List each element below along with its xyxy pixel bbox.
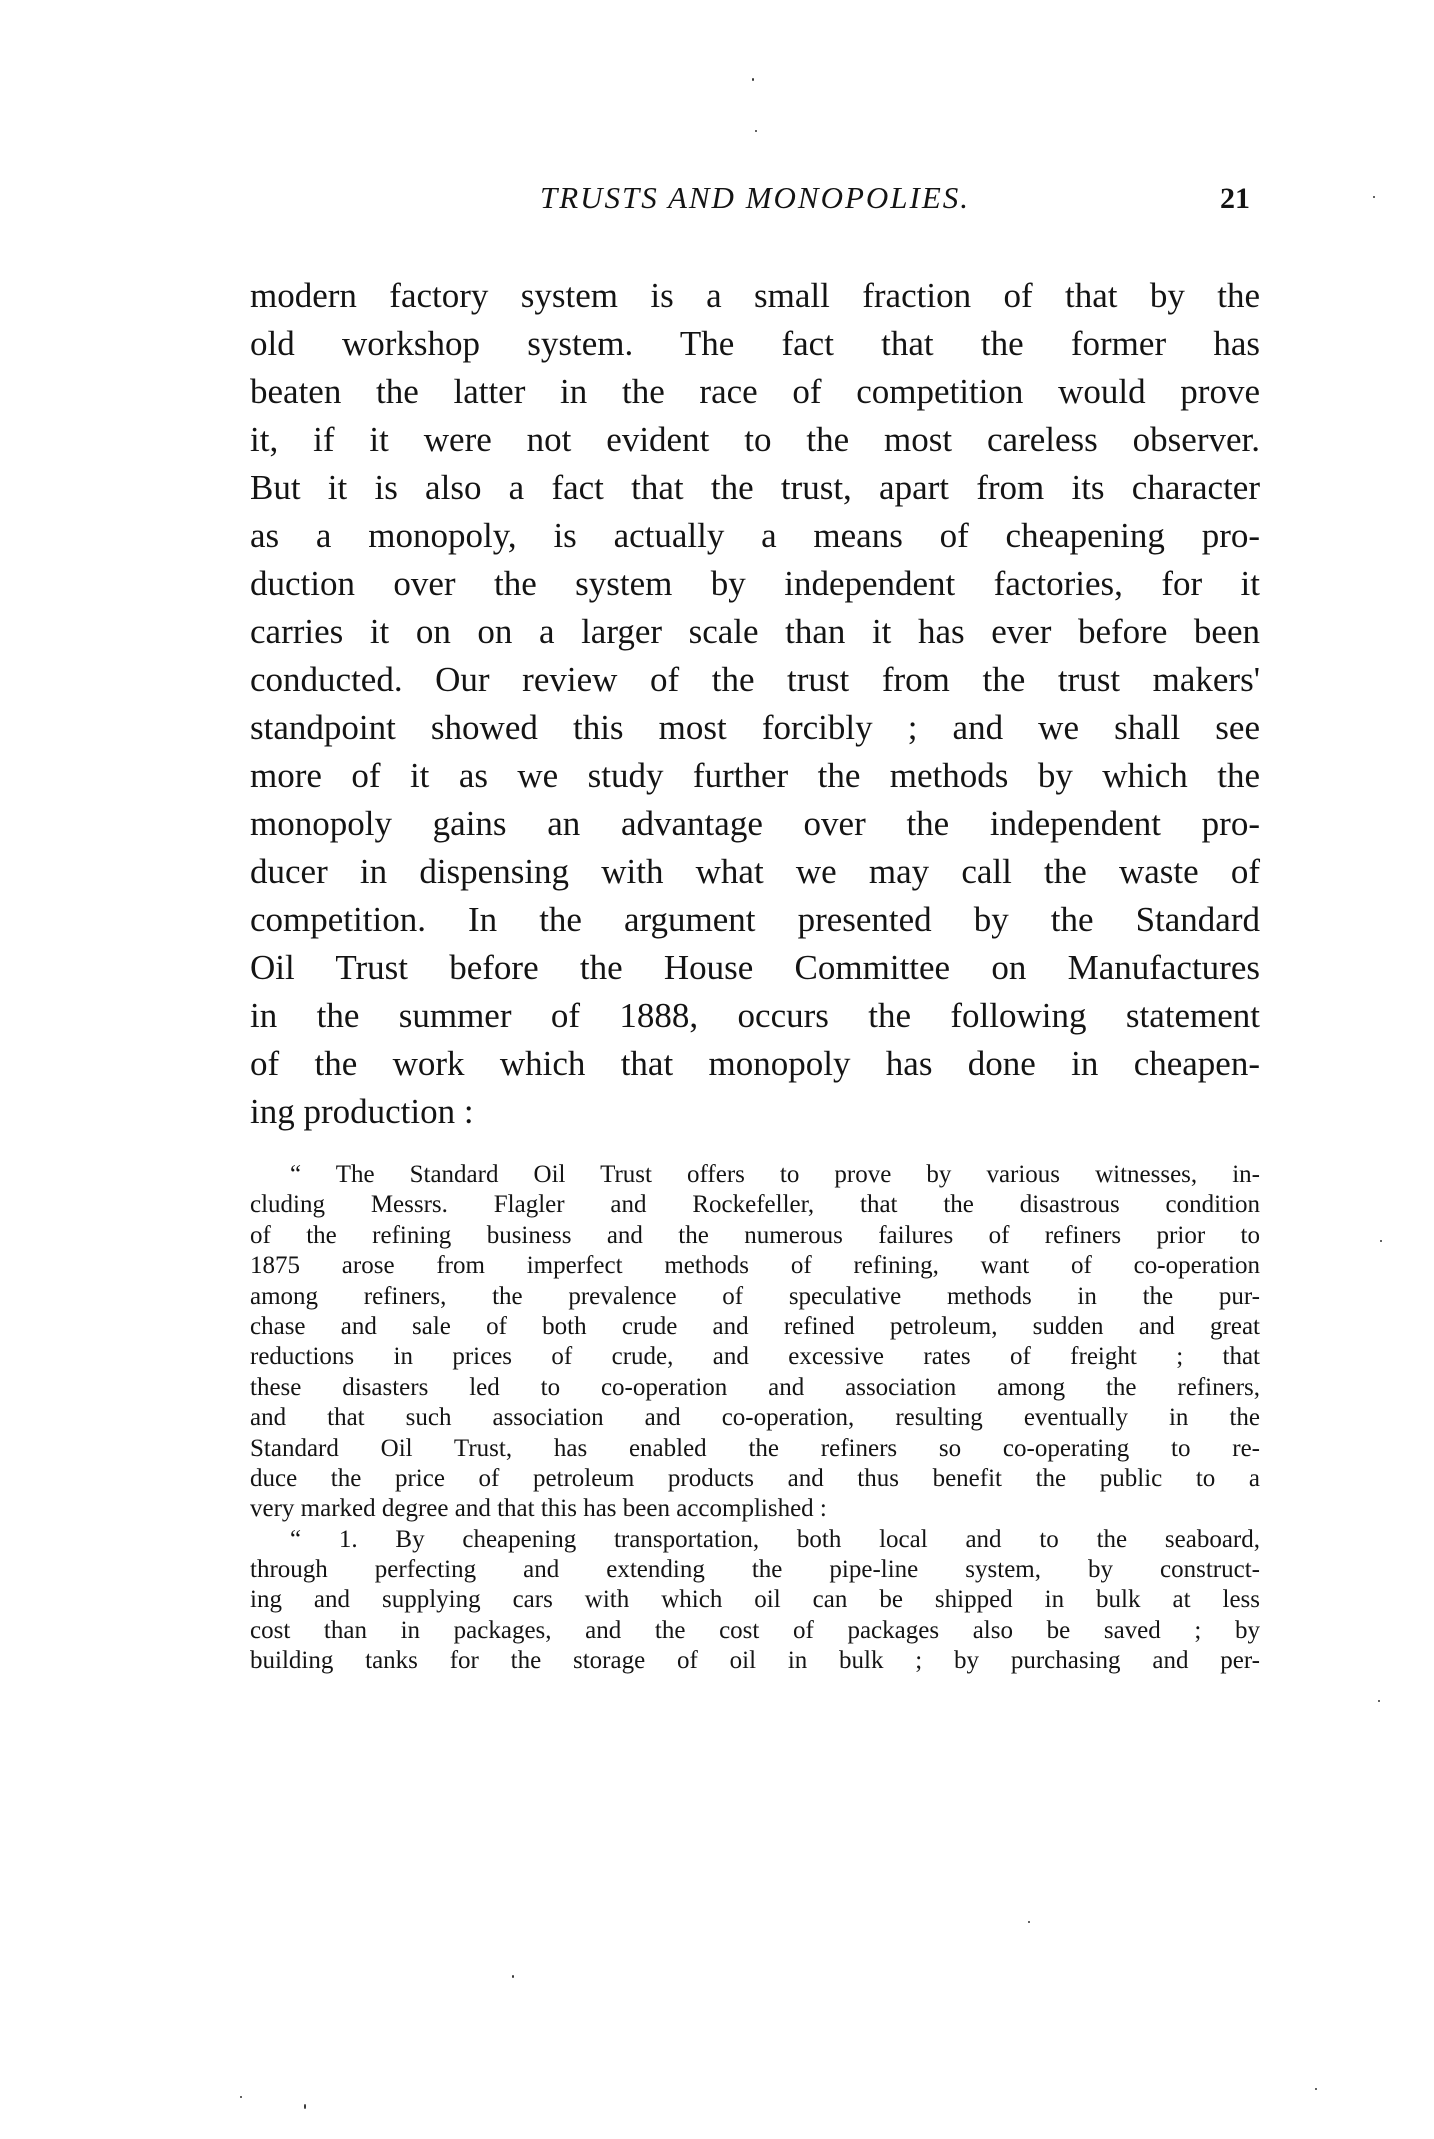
scan-speck xyxy=(1373,196,1375,198)
text-line: modern factory system is a small fraction of that by the xyxy=(250,276,1260,315)
main-paragraph xyxy=(250,272,1260,1136)
text-line: in the summer of 1888, occurs the following statement xyxy=(250,996,1260,1035)
text-line: standpoint showed this most forcibly ; and we shall see xyxy=(250,708,1260,747)
scan-speck xyxy=(304,2104,306,2109)
text-line: more of it as we study further the methods by which the xyxy=(250,756,1260,795)
quote-line: duce the price of petroleum products and thus benefit the public to a xyxy=(250,1464,1260,1492)
scan-speck xyxy=(512,1975,514,1978)
quote-line: of the refining business and the numerous failures of refiners prior to xyxy=(250,1221,1260,1249)
quote-line: building tanks for the storage of oil in bulk ; by purchasing and per- xyxy=(250,1647,1260,1675)
scan-speck xyxy=(1378,1700,1380,1702)
scan-speck xyxy=(1028,1921,1030,1923)
quote-line: through perfecting and extending the pipe-line system, by construct- xyxy=(250,1556,1260,1584)
quote-line: 1875 arose from imperfect methods of refining, want of co-operation xyxy=(250,1252,1260,1280)
quote-line: cluding Messrs. Flagler and Rockefeller, that the disastrous condition xyxy=(250,1191,1260,1219)
text-line: ducer in dispensing with what we may call the waste of xyxy=(250,852,1260,891)
text-line: Oil Trust before the House Committee on Manufactures xyxy=(250,948,1260,987)
text-line: duction over the system by independent factories, for it xyxy=(250,564,1260,603)
quote-line: these disasters led to co-operation and association among the refiners, xyxy=(250,1373,1260,1401)
text-line: carries it on on a larger scale than it has ever before been xyxy=(250,612,1260,651)
quote-line: very marked degree and that this has been accomplished : xyxy=(250,1495,827,1523)
scan-speck xyxy=(752,78,754,81)
text-line: it, if it were not evident to the most careless observer. xyxy=(250,420,1260,459)
quote-line: among refiners, the prevalence of speculative methods in the pur- xyxy=(250,1282,1260,1310)
scan-speck xyxy=(1380,1240,1382,1242)
quotation-paragraph-1 xyxy=(250,1160,1260,1525)
quote-line: cost than in packages, and the cost of packages also be saved ; by xyxy=(250,1616,1260,1644)
scan-speck xyxy=(1315,2088,1317,2090)
running-title: TRUSTS AND MONOPOLIES. xyxy=(539,180,971,215)
text-line: as a monopoly, is actually a means of cheapening pro- xyxy=(250,516,1260,555)
running-head xyxy=(250,180,1260,220)
text-line: ing production : xyxy=(250,1092,474,1131)
scan-speck xyxy=(240,2096,242,2098)
quote-line: chase and sale of both crude and refined petroleum, sudden and great xyxy=(250,1312,1260,1340)
text-line: of the work which that monopoly has done in cheapen- xyxy=(250,1044,1260,1083)
page-number: 21 xyxy=(1220,182,1250,215)
block-quotation xyxy=(250,1160,1260,1677)
quote-line: “ 1. By cheapening transportation, both local and to the seaboard, xyxy=(290,1525,1260,1553)
quote-line: and that such association and co-operation, resulting eventually in the xyxy=(250,1404,1260,1432)
text-line: old workshop system. The fact that the former has xyxy=(250,324,1260,363)
quote-line: “ The Standard Oil Trust offers to prove by various witnesses, in- xyxy=(290,1161,1260,1188)
quote-line: Standard Oil Trust, has enabled the refiners so co-operating to re- xyxy=(250,1434,1260,1462)
text-line: beaten the latter in the race of competition would prove xyxy=(250,372,1260,411)
quote-line: ing and supplying cars with which oil can be shipped in bulk at less xyxy=(250,1586,1260,1614)
text-line: monopoly gains an advantage over the independent pro- xyxy=(250,804,1260,843)
text-line: competition. In the argument presented by the Standard xyxy=(250,900,1260,939)
scan-speck xyxy=(755,130,757,132)
text-line: conducted. Our review of the trust from the trust makers' xyxy=(250,660,1260,699)
text-line: But it is also a fact that the trust, apart from its character xyxy=(250,468,1260,507)
quotation-paragraph-2 xyxy=(250,1525,1260,1677)
quote-line: reductions in prices of crude, and excessive rates of freight ; that xyxy=(250,1343,1260,1371)
